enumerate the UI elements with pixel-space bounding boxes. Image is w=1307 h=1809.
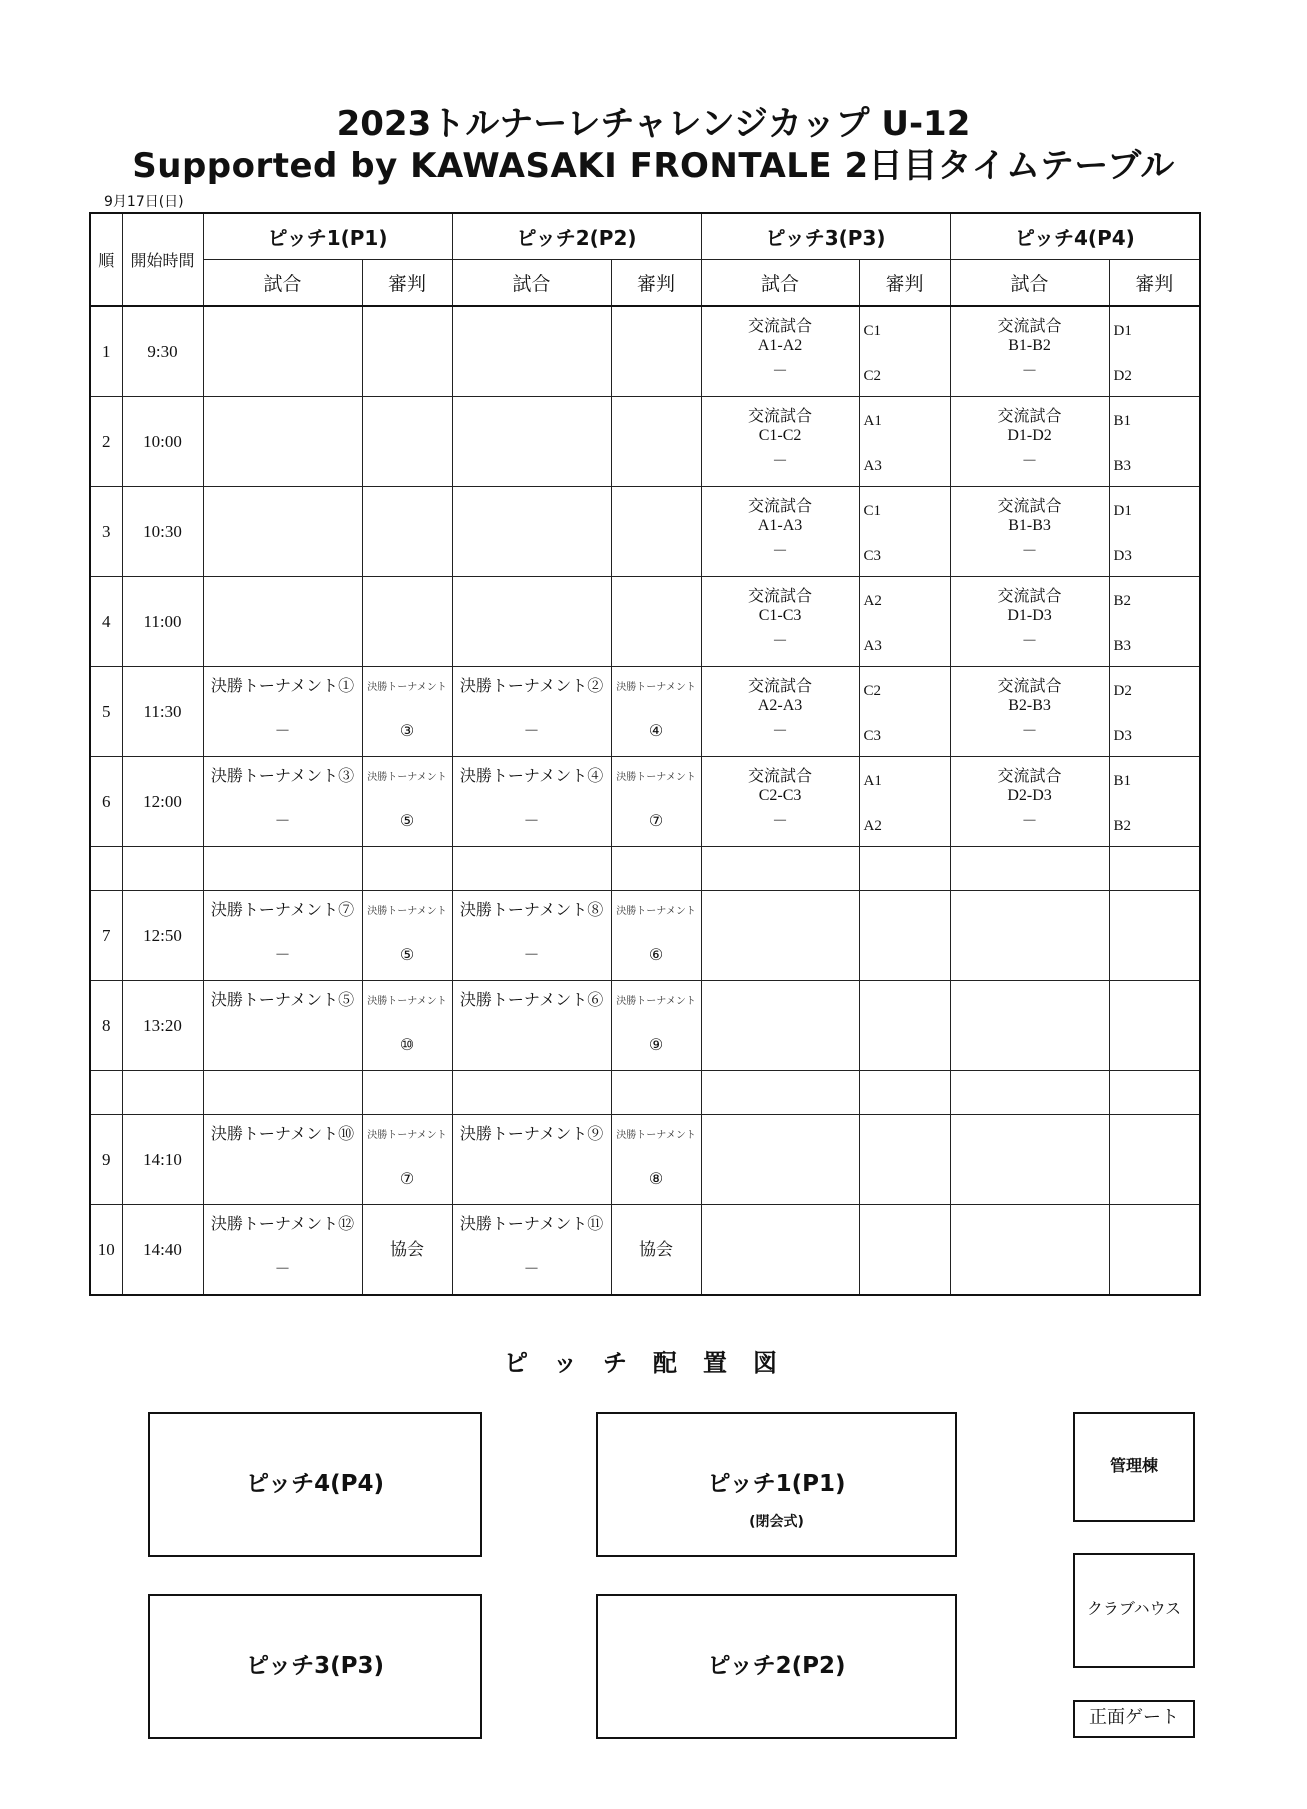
pitch-2-referee-cell bbox=[611, 397, 701, 487]
table-row bbox=[90, 981, 1200, 1071]
match-label: 決勝トーナメント⑦ bbox=[210, 902, 355, 919]
pitch-4-match-cell bbox=[950, 1115, 1109, 1205]
pitch-3-box bbox=[148, 1594, 482, 1739]
empty-cell bbox=[90, 847, 122, 891]
empty-cell bbox=[452, 847, 611, 891]
match-label: 決勝トーナメント⑩ bbox=[210, 1126, 355, 1143]
match-teams: C2-C3 bbox=[758, 787, 802, 804]
match-label: 決勝トーナメント② bbox=[459, 678, 604, 695]
row-number: 1 bbox=[90, 306, 122, 397]
header-start-time: 開始時間 bbox=[122, 213, 203, 306]
referee-match-number: ④ bbox=[648, 723, 664, 740]
referee-match-number: ⑥ bbox=[648, 947, 664, 964]
pitch-3-referee-cell bbox=[859, 306, 950, 397]
match-type: 交流試合 bbox=[748, 588, 813, 605]
table-row bbox=[90, 1205, 1200, 1296]
referee-team-1: A2 bbox=[863, 593, 882, 609]
pitch-1-match-cell bbox=[203, 306, 362, 397]
pitch-2-label: ピッチ2(P2) bbox=[707, 1653, 846, 1679]
pitch-1-match-cell bbox=[203, 487, 362, 577]
header-referee: 審判 bbox=[611, 260, 701, 307]
pitch-2-referee-cell bbox=[611, 891, 701, 981]
pitch-1-referee-cell bbox=[362, 1205, 452, 1296]
match-dash: － bbox=[523, 813, 540, 830]
empty-cell bbox=[362, 1071, 452, 1115]
pitch-4-match-cell bbox=[950, 1205, 1109, 1296]
document-title: 2023トルナーレチャレンジカップ U-12 bbox=[336, 104, 971, 144]
referee-match-number: ⑨ bbox=[648, 1037, 664, 1054]
start-time: 13:20 bbox=[122, 981, 203, 1071]
pitch-3-referee-cell bbox=[859, 1115, 950, 1205]
match-dash: － bbox=[274, 813, 291, 830]
header-pitch-2: ピッチ2(P2) bbox=[452, 213, 701, 260]
match-teams: C1-C2 bbox=[758, 427, 802, 444]
pitch-4-match-cell bbox=[950, 667, 1109, 757]
referee-team-1: D2 bbox=[1113, 683, 1132, 699]
pitch-3-referee-cell bbox=[859, 757, 950, 847]
match-dash: － bbox=[772, 813, 789, 830]
pitch-3-match-cell bbox=[701, 397, 859, 487]
match-type: 交流試合 bbox=[997, 408, 1062, 425]
start-time: 14:40 bbox=[122, 1205, 203, 1296]
pitch-4-match-cell bbox=[950, 981, 1109, 1071]
referee-team-1: B2 bbox=[1113, 593, 1132, 609]
pitch-4-match-cell bbox=[950, 397, 1109, 487]
row-number: 6 bbox=[90, 757, 122, 847]
admin-building-label: 管理棟 bbox=[1109, 1456, 1158, 1475]
pitch-4-box bbox=[148, 1412, 482, 1557]
pitch-1-match-cell bbox=[203, 667, 362, 757]
referee-label: 決勝トーナメント bbox=[616, 906, 696, 917]
table-row bbox=[90, 397, 1200, 487]
referee-team-2: B3 bbox=[1113, 638, 1132, 654]
admin-building-box bbox=[1073, 1412, 1195, 1522]
pitch-1-match-cell bbox=[203, 981, 362, 1071]
row-number: 10 bbox=[90, 1205, 122, 1296]
pitch-3-referee-cell bbox=[859, 577, 950, 667]
pitch-1-referee-cell bbox=[362, 487, 452, 577]
empty-cell bbox=[701, 1071, 859, 1115]
match-teams: B2-B3 bbox=[1008, 697, 1051, 714]
pitch-2-referee-cell bbox=[611, 577, 701, 667]
match-type: 交流試合 bbox=[748, 678, 813, 695]
header-pitch-4: ピッチ4(P4) bbox=[950, 213, 1200, 260]
referee-team-2: C3 bbox=[863, 728, 882, 744]
match-dash: － bbox=[772, 543, 789, 560]
pitch-3-match-cell bbox=[701, 891, 859, 981]
header-match: 試合 bbox=[203, 260, 362, 307]
row-number: 2 bbox=[90, 397, 122, 487]
match-label: 決勝トーナメント⑧ bbox=[459, 902, 604, 919]
pitch-4-referee-cell bbox=[1109, 1205, 1200, 1296]
pitch-4-referee-cell bbox=[1109, 757, 1200, 847]
pitch-2-referee-cell bbox=[611, 1205, 701, 1296]
start-time: 12:00 bbox=[122, 757, 203, 847]
empty-cell bbox=[859, 1071, 950, 1115]
match-label: 決勝トーナメント① bbox=[210, 678, 355, 695]
referee-team-2: A3 bbox=[863, 458, 882, 474]
pitch-4-referee-cell bbox=[1109, 667, 1200, 757]
pitch-2-match-cell bbox=[452, 891, 611, 981]
match-dash: － bbox=[772, 363, 789, 380]
match-teams: B1-B2 bbox=[1008, 337, 1051, 354]
match-teams: A1-A2 bbox=[757, 337, 803, 354]
referee-team-1: D1 bbox=[1113, 503, 1132, 519]
match-dash: － bbox=[274, 723, 291, 740]
pitch-1-referee-cell bbox=[362, 306, 452, 397]
match-type: 交流試合 bbox=[997, 588, 1062, 605]
table-row bbox=[90, 1115, 1200, 1205]
match-teams: D2-D3 bbox=[1007, 787, 1052, 804]
referee-match-number: ⑧ bbox=[648, 1171, 664, 1188]
pitch-4-referee-cell bbox=[1109, 306, 1200, 397]
timetable bbox=[89, 212, 1201, 1296]
pitch-1-referee-cell bbox=[362, 1115, 452, 1205]
referee-label: 決勝トーナメント bbox=[367, 996, 447, 1007]
pitch-1-match-cell bbox=[203, 891, 362, 981]
main-gate-box bbox=[1073, 1700, 1195, 1738]
match-label: 決勝トーナメント⑪ bbox=[459, 1216, 604, 1233]
header-referee: 審判 bbox=[362, 260, 452, 307]
match-teams: A2-A3 bbox=[757, 697, 803, 714]
pitch-4-match-cell bbox=[950, 891, 1109, 981]
referee-team-1: B1 bbox=[1113, 773, 1132, 789]
start-time: 10:00 bbox=[122, 397, 203, 487]
pitch-3-referee-cell bbox=[859, 1205, 950, 1296]
referee-team-1: B1 bbox=[1113, 413, 1132, 429]
referee-label: 決勝トーナメント bbox=[616, 996, 696, 1007]
clubhouse-box bbox=[1073, 1553, 1195, 1668]
pitch-3-referee-cell bbox=[859, 891, 950, 981]
event-date: 9月17日(日) bbox=[104, 194, 184, 210]
pitch-1-referee-cell bbox=[362, 891, 452, 981]
start-time: 9:30 bbox=[122, 306, 203, 397]
match-label: 決勝トーナメント③ bbox=[210, 768, 355, 785]
pitch-1-box bbox=[596, 1412, 957, 1557]
empty-cell bbox=[203, 1071, 362, 1115]
match-teams: C1-C3 bbox=[758, 607, 802, 624]
header-pitch-1: ピッチ1(P1) bbox=[203, 213, 452, 260]
header-match: 試合 bbox=[452, 260, 611, 307]
pitch-3-match-cell bbox=[701, 667, 859, 757]
start-time: 12:50 bbox=[122, 891, 203, 981]
empty-cell bbox=[1109, 847, 1200, 891]
match-type: 交流試合 bbox=[997, 318, 1062, 335]
document-subtitle: Supported by KAWASAKI FRONTALE 2日目タイムテーブル bbox=[132, 146, 1175, 186]
match-type: 交流試合 bbox=[997, 678, 1062, 695]
pitch-1-label: ピッチ1(P1) bbox=[707, 1471, 846, 1497]
match-teams: D1-D2 bbox=[1007, 427, 1052, 444]
match-dash: － bbox=[523, 723, 540, 740]
match-dash: － bbox=[772, 723, 789, 740]
match-type: 交流試合 bbox=[997, 498, 1062, 515]
pitch-2-match-cell bbox=[452, 981, 611, 1071]
pitch-4-match-cell bbox=[950, 487, 1109, 577]
pitch-4-match-cell bbox=[950, 757, 1109, 847]
empty-cell bbox=[122, 1071, 203, 1115]
referee-match-number: ⑤ bbox=[399, 947, 415, 964]
match-type: 交流試合 bbox=[748, 318, 813, 335]
pitch-3-match-cell bbox=[701, 577, 859, 667]
row-number: 8 bbox=[90, 981, 122, 1071]
referee-team-1: C1 bbox=[863, 323, 882, 339]
header-match: 試合 bbox=[701, 260, 859, 307]
match-label: 決勝トーナメント④ bbox=[459, 768, 604, 785]
pitch-3-referee-cell bbox=[859, 667, 950, 757]
pitch-1-referee-cell bbox=[362, 667, 452, 757]
referee-label: 決勝トーナメント bbox=[616, 1130, 696, 1141]
pitch-2-match-cell bbox=[452, 397, 611, 487]
empty-cell bbox=[362, 847, 452, 891]
pitch-3-referee-cell bbox=[859, 397, 950, 487]
referee-team-2: B2 bbox=[1113, 818, 1132, 834]
table-row bbox=[90, 891, 1200, 981]
referee-label: 決勝トーナメント bbox=[616, 772, 696, 783]
match-dash: － bbox=[1021, 633, 1038, 650]
pitch-2-match-cell bbox=[452, 757, 611, 847]
match-type: 交流試合 bbox=[748, 408, 813, 425]
start-time: 11:00 bbox=[122, 577, 203, 667]
table-row bbox=[90, 667, 1200, 757]
clubhouse-label: クラブハウス bbox=[1086, 1599, 1182, 1618]
empty-cell bbox=[859, 847, 950, 891]
match-type: 交流試合 bbox=[748, 768, 813, 785]
match-dash: － bbox=[1021, 453, 1038, 470]
pitch-1-match-cell bbox=[203, 1205, 362, 1296]
pitch-1-match-cell bbox=[203, 397, 362, 487]
referee-team-2: C2 bbox=[863, 368, 882, 384]
pitch-3-match-cell bbox=[701, 981, 859, 1071]
referee-team-2: D3 bbox=[1113, 728, 1132, 744]
referee-team-2: A3 bbox=[863, 638, 882, 654]
referee-match-number: ⑦ bbox=[399, 1171, 415, 1188]
match-dash: － bbox=[274, 947, 291, 964]
pitch-2-match-cell bbox=[452, 577, 611, 667]
pitch-4-referee-cell bbox=[1109, 577, 1200, 667]
empty-cell bbox=[611, 847, 701, 891]
match-dash: － bbox=[772, 453, 789, 470]
match-label: 決勝トーナメント⑥ bbox=[459, 992, 604, 1009]
match-dash: － bbox=[1021, 813, 1038, 830]
match-type: 交流試合 bbox=[997, 768, 1062, 785]
closing-ceremony-note: (閉会式) bbox=[749, 1514, 804, 1530]
empty-cell bbox=[950, 847, 1109, 891]
referee-team-1: A1 bbox=[863, 773, 882, 789]
pitch-3-referee-cell bbox=[859, 981, 950, 1071]
pitch-3-referee-cell bbox=[859, 487, 950, 577]
match-teams: B1-B3 bbox=[1008, 517, 1051, 534]
header-pitch-3: ピッチ3(P3) bbox=[701, 213, 950, 260]
match-type: 交流試合 bbox=[748, 498, 813, 515]
referee-label: 決勝トーナメント bbox=[367, 906, 447, 917]
row-number: 3 bbox=[90, 487, 122, 577]
pitch-4-referee-cell bbox=[1109, 397, 1200, 487]
row-number: 5 bbox=[90, 667, 122, 757]
empty-cell bbox=[452, 1071, 611, 1115]
match-label: 決勝トーナメント⑫ bbox=[210, 1216, 355, 1233]
pitch-layout-title: ピッチ配置図 bbox=[503, 1349, 804, 1377]
referee-match-number: ⑦ bbox=[648, 813, 664, 830]
referee-team-2: D2 bbox=[1113, 368, 1132, 384]
pitch-4-referee-cell bbox=[1109, 1115, 1200, 1205]
start-time: 10:30 bbox=[122, 487, 203, 577]
pitch-2-referee-cell bbox=[611, 1115, 701, 1205]
empty-cell bbox=[90, 1071, 122, 1115]
empty-cell bbox=[611, 1071, 701, 1115]
pitch-2-match-cell bbox=[452, 1205, 611, 1296]
pitch-2-match-cell bbox=[452, 487, 611, 577]
table-row bbox=[90, 487, 1200, 577]
match-dash: － bbox=[1021, 543, 1038, 560]
match-teams: D1-D3 bbox=[1007, 607, 1052, 624]
referee-team-1: C2 bbox=[863, 683, 882, 699]
pitch-2-referee-cell bbox=[611, 306, 701, 397]
match-dash: － bbox=[523, 947, 540, 964]
pitch-4-label: ピッチ4(P4) bbox=[246, 1471, 384, 1497]
empty-cell bbox=[701, 847, 859, 891]
row-number: 4 bbox=[90, 577, 122, 667]
pitch-4-match-cell bbox=[950, 577, 1109, 667]
referee-team-2: B3 bbox=[1113, 458, 1132, 474]
pitch-2-referee-cell bbox=[611, 667, 701, 757]
referee-match-number: ⑤ bbox=[399, 813, 415, 830]
header-match: 試合 bbox=[950, 260, 1109, 307]
referee-association: 協会 bbox=[639, 1240, 674, 1259]
pitch-2-referee-cell bbox=[611, 487, 701, 577]
header-referee: 審判 bbox=[1109, 260, 1200, 307]
start-time: 14:10 bbox=[122, 1115, 203, 1205]
referee-team-2: D3 bbox=[1113, 548, 1132, 564]
referee-label: 決勝トーナメント bbox=[367, 682, 447, 693]
referee-team-2: A2 bbox=[863, 818, 882, 834]
header-referee: 審判 bbox=[859, 260, 950, 307]
pitch-1-match-cell bbox=[203, 757, 362, 847]
pitch-1-referee-cell bbox=[362, 397, 452, 487]
match-teams: A1-A3 bbox=[757, 517, 803, 534]
match-dash: － bbox=[274, 1261, 291, 1278]
referee-team-2: C3 bbox=[863, 548, 882, 564]
match-label: 決勝トーナメント⑨ bbox=[459, 1126, 604, 1143]
referee-association: 協会 bbox=[390, 1240, 424, 1259]
pitch-1-referee-cell bbox=[362, 577, 452, 667]
pitch-4-referee-cell bbox=[1109, 981, 1200, 1071]
empty-cell bbox=[203, 847, 362, 891]
table-row bbox=[90, 757, 1200, 847]
pitch-2-box bbox=[596, 1594, 957, 1739]
pitch-3-label: ピッチ3(P3) bbox=[246, 1653, 384, 1679]
break-row bbox=[90, 847, 1200, 891]
row-number: 7 bbox=[90, 891, 122, 981]
pitch-4-match-cell bbox=[950, 306, 1109, 397]
table-row bbox=[90, 577, 1200, 667]
row-number: 9 bbox=[90, 1115, 122, 1205]
referee-label: 決勝トーナメント bbox=[367, 772, 447, 783]
pitch-2-match-cell bbox=[452, 667, 611, 757]
pitch-2-match-cell bbox=[452, 306, 611, 397]
referee-label: 決勝トーナメント bbox=[367, 1130, 447, 1141]
pitch-2-match-cell bbox=[452, 1115, 611, 1205]
referee-match-number: ③ bbox=[399, 723, 415, 740]
pitch-1-match-cell bbox=[203, 577, 362, 667]
referee-match-number: ⑩ bbox=[399, 1037, 415, 1054]
pitch-1-referee-cell bbox=[362, 981, 452, 1071]
empty-cell bbox=[950, 1071, 1109, 1115]
match-dash: － bbox=[523, 1261, 540, 1278]
main-gate-label: 正面ゲート bbox=[1089, 1707, 1179, 1728]
header-order: 順 bbox=[90, 213, 122, 306]
pitch-1-referee-cell bbox=[362, 757, 452, 847]
empty-cell bbox=[122, 847, 203, 891]
pitch-2-referee-cell bbox=[611, 757, 701, 847]
match-dash: － bbox=[1021, 723, 1038, 740]
break-row bbox=[90, 1071, 1200, 1115]
table-row bbox=[90, 306, 1200, 397]
start-time: 11:30 bbox=[122, 667, 203, 757]
referee-team-1: A1 bbox=[863, 413, 882, 429]
referee-team-1: C1 bbox=[863, 503, 882, 519]
pitch-4-referee-cell bbox=[1109, 891, 1200, 981]
pitch-3-match-cell bbox=[701, 306, 859, 397]
referee-team-1: D1 bbox=[1113, 323, 1132, 339]
pitch-3-match-cell bbox=[701, 487, 859, 577]
pitch-3-match-cell bbox=[701, 757, 859, 847]
pitch-1-match-cell bbox=[203, 1115, 362, 1205]
match-dash: － bbox=[1021, 363, 1038, 380]
referee-label: 決勝トーナメント bbox=[616, 682, 696, 693]
pitch-4-referee-cell bbox=[1109, 487, 1200, 577]
pitch-3-match-cell bbox=[701, 1205, 859, 1296]
match-label: 決勝トーナメント⑤ bbox=[210, 992, 355, 1009]
pitch-3-match-cell bbox=[701, 1115, 859, 1205]
pitch-2-referee-cell bbox=[611, 981, 701, 1071]
empty-cell bbox=[1109, 1071, 1200, 1115]
match-dash: － bbox=[772, 633, 789, 650]
